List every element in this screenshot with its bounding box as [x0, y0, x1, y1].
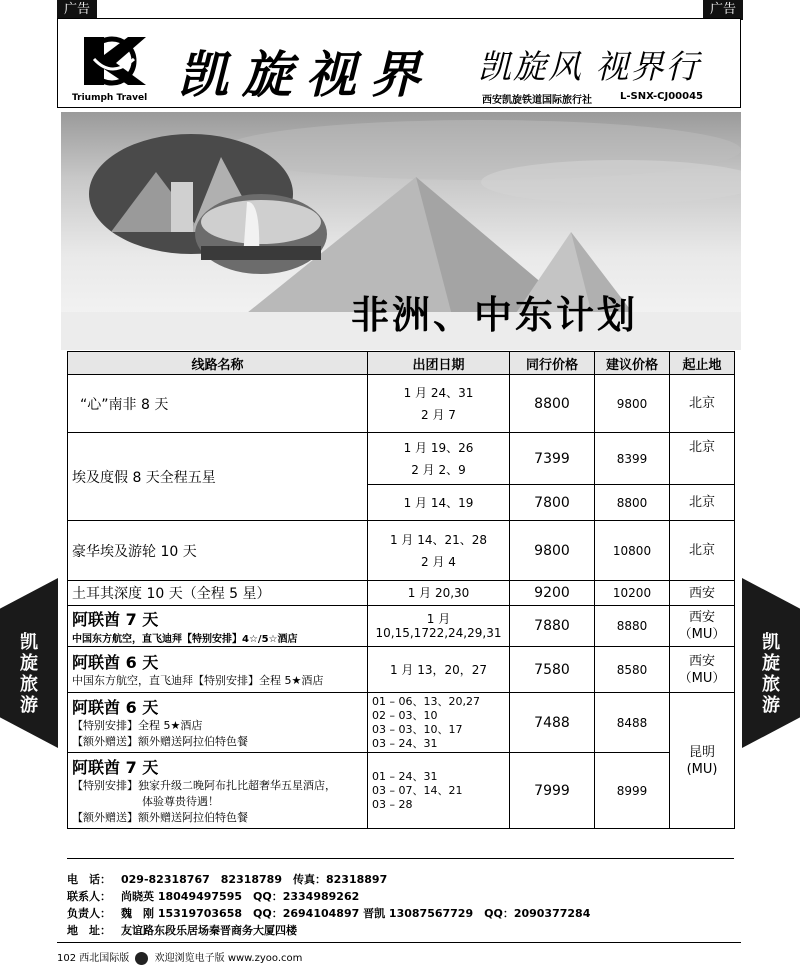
trade-price: 7880	[510, 606, 595, 647]
departure-city: 西安 （MU）	[670, 647, 735, 693]
trade-price: 7999	[510, 753, 595, 829]
contact-manager: 负责人： 魏 刚 15319703658 QQ：2694104897 晋凯 13087567729 QQ：2090377284	[67, 907, 591, 920]
departure-city: 北京	[670, 375, 735, 433]
retail-price: 8580	[595, 647, 670, 693]
departure-city: 北京	[670, 433, 735, 485]
header-dates: 出团日期	[368, 352, 510, 375]
route-table	[67, 351, 735, 829]
triumph-logo-icon	[76, 29, 156, 89]
footer-website: 欢迎浏览电子版 www.zyoo.com	[154, 953, 303, 964]
table-row	[68, 693, 735, 753]
table-row	[68, 433, 735, 485]
contact-address: 地 址： 友谊路东段乐居场秦晋商务大厦四楼	[67, 924, 297, 937]
header-city: 起止地	[670, 352, 735, 375]
contact-phone: 电 话： 029-82318767 82318789 传真：82318897	[67, 873, 388, 886]
departure-city: 西安	[670, 581, 735, 606]
route-note: 中国东方航空，直飞迪拜【特别安排】全程 5★酒店	[72, 674, 324, 687]
side-label-right: 凯 旋 旅 游	[762, 632, 780, 716]
header-trade-price: 同行价格	[510, 352, 595, 375]
route-note: 【特别安排】独家升级二晚阿布扎比超奢华五星酒店，	[72, 779, 336, 792]
route-dates: 1 月 10,15,1722,24,29,31	[368, 606, 510, 647]
ad-tag-right: 广告	[703, 0, 743, 20]
brand-name: 凯旋视界	[178, 45, 434, 104]
route-name: 土耳其深度 10 天（全程 5 星）	[68, 581, 368, 606]
route-dates: 1 月 24、31 2 月 7	[368, 375, 510, 433]
route-dates: 1 月 13，20，27	[368, 647, 510, 693]
route-name: 豪华埃及游轮 10 天	[68, 521, 368, 581]
departure-city: 北京	[670, 485, 735, 521]
page-footer	[57, 942, 741, 965]
header-retail-price: 建议价格	[595, 352, 670, 375]
footer-page-info: 102 西北国际版	[57, 953, 130, 964]
table-header-row	[68, 352, 735, 375]
retail-price: 8800	[595, 485, 670, 521]
route-dates: 1 月 19、26 2 月 2、9	[368, 433, 510, 485]
trade-price: 7488	[510, 693, 595, 753]
banner-title: 非洲、中东计划	[351, 293, 639, 337]
ad-tag-left: 广告	[57, 0, 97, 20]
retail-price: 9800	[595, 375, 670, 433]
route-note: 【特别安排】全程 5★酒店	[72, 719, 203, 732]
route-dates: 01 – 24、31 03 – 07、14、21 03 – 28	[368, 753, 510, 829]
table-row	[68, 521, 735, 581]
route-note: 【额外赠送】额外赠送阿拉伯特色餐	[72, 811, 248, 824]
route-name: “心”南非 8 天	[68, 375, 368, 433]
route-name: 阿联酋 6 天 【特别安排】全程 5★酒店 【额外赠送】额外赠送阿拉伯特色餐	[68, 693, 368, 753]
retail-price: 10200	[595, 581, 670, 606]
header	[57, 18, 741, 108]
retail-price: 8488	[595, 693, 670, 753]
retail-price: 8399	[595, 433, 670, 485]
route-name: 埃及度假 8 天全程五星	[68, 433, 368, 521]
route-note: 中国东方航空，直飞迪拜【特别安排】4☆/5☆酒店	[72, 634, 298, 645]
route-name: 阿联酋 7 天 【特别安排】独家升级二晚阿布扎比超奢华五星酒店， 体验尊贵待遇！ 【额外赠送】额外赠送阿拉伯特色餐	[68, 753, 368, 829]
route-dates: 1 月 14、19	[368, 485, 510, 521]
publisher-logo-icon	[135, 952, 148, 965]
trade-price: 8800	[510, 375, 595, 433]
route-note: 体验尊贵待遇！	[142, 795, 219, 808]
banner	[61, 112, 741, 350]
route-name: 阿联酋 7 天 中国东方航空，直飞迪拜【特别安排】4☆/5☆酒店	[68, 606, 368, 647]
route-dates: 01 – 06、13、20,27 02 – 03、10 03 – 03、10、17 03 – 24、31	[368, 693, 510, 753]
route-note: 【额外赠送】额外赠送阿拉伯特色餐	[72, 735, 248, 748]
table-row	[68, 375, 735, 433]
departure-city: 北京	[670, 521, 735, 581]
trade-price: 7399	[510, 433, 595, 485]
retail-price: 8880	[595, 606, 670, 647]
logo-text: Triumph Travel	[72, 93, 148, 103]
slogan: 凯旋风 视界行	[478, 47, 701, 86]
table-row	[68, 753, 735, 829]
trade-price: 9800	[510, 521, 595, 581]
contact-person: 联系人： 尚晓英 18049497595 QQ：2334989262	[67, 890, 360, 903]
trade-price: 7800	[510, 485, 595, 521]
agency-name: 西安凯旋铁道国际旅行社	[482, 95, 592, 106]
retail-price: 10800	[595, 521, 670, 581]
table-row	[68, 581, 735, 606]
trade-price: 9200	[510, 581, 595, 606]
license-number: L-SNX-CJ00045	[620, 91, 703, 102]
table-row	[68, 606, 735, 647]
trade-price: 7580	[510, 647, 595, 693]
retail-price: 8999	[595, 753, 670, 829]
table-row	[68, 647, 735, 693]
route-dates: 1 月 14、21、28 2 月 4	[368, 521, 510, 581]
departure-city: 西安 （MU）	[670, 606, 735, 647]
side-label-left: 凯 旋 旅 游	[20, 632, 38, 716]
contact-block	[67, 858, 734, 939]
header-route: 线路名称	[68, 352, 368, 375]
route-dates: 1 月 20,30	[368, 581, 510, 606]
departure-city: 昆明 (MU)	[670, 693, 735, 829]
route-name: 阿联酋 6 天 中国东方航空，直飞迪拜【特别安排】全程 5★酒店	[68, 647, 368, 693]
